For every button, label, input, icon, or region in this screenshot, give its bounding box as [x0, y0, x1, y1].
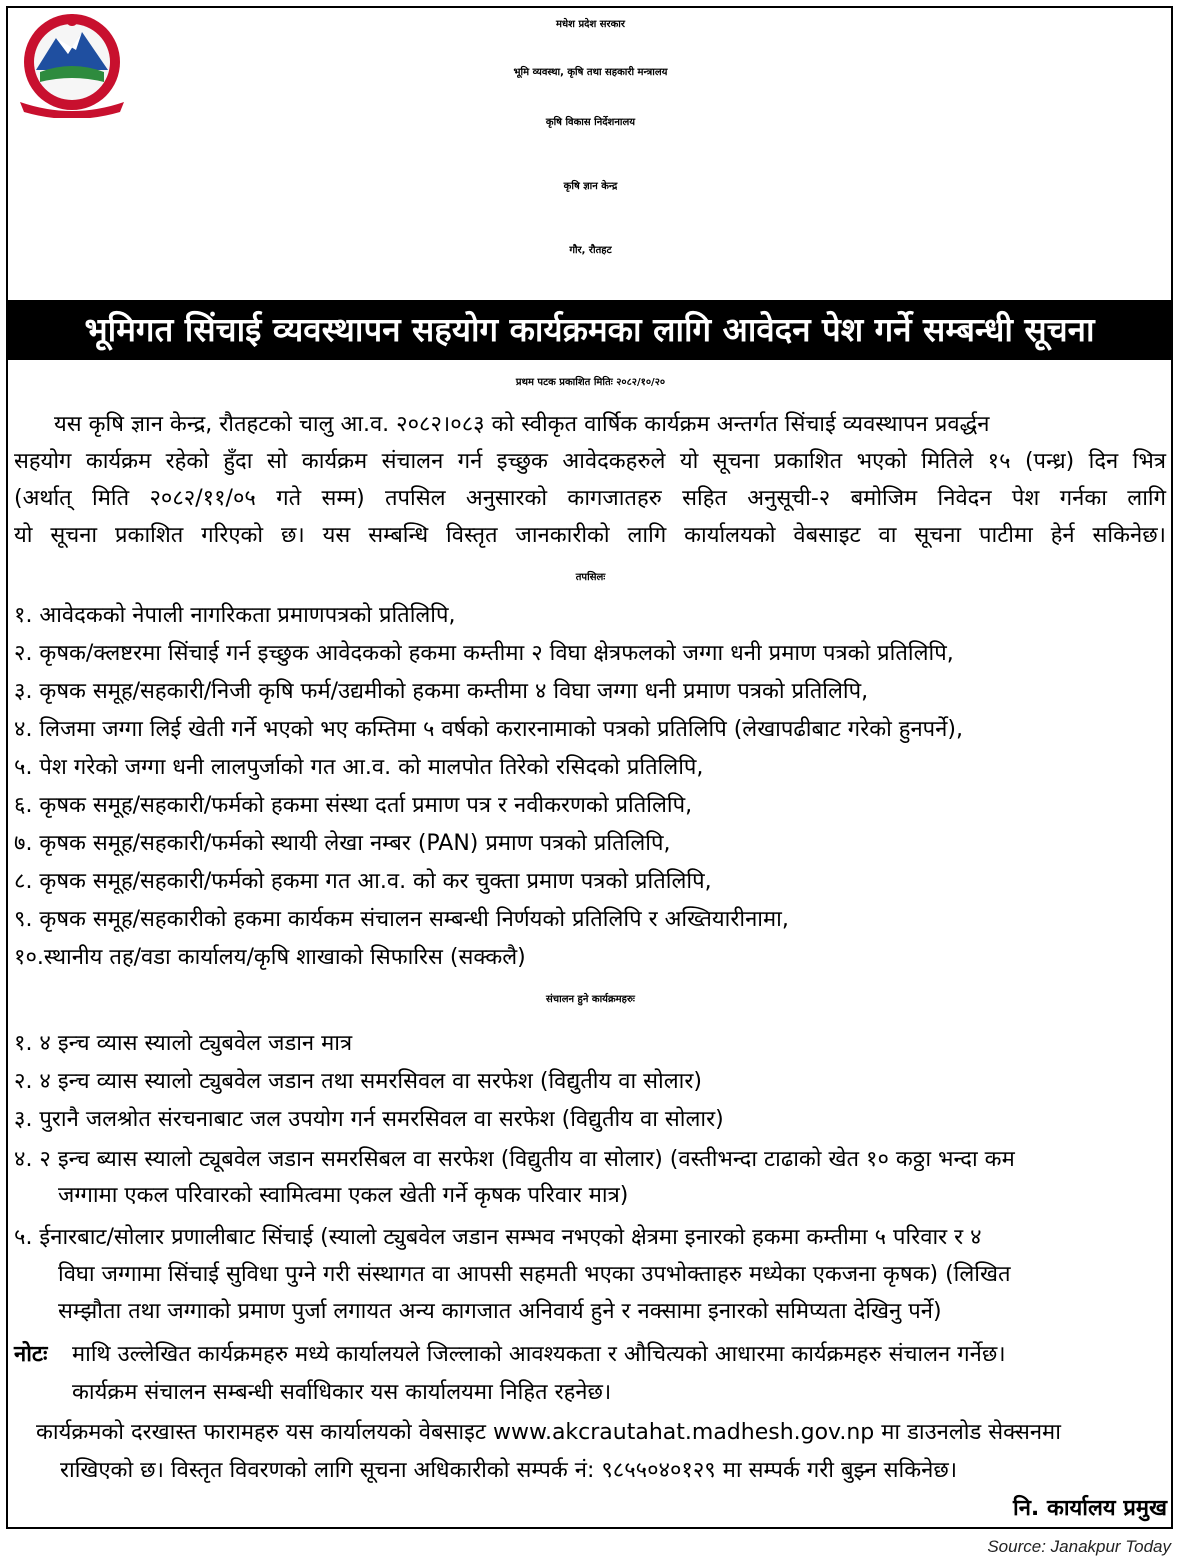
program-item: २. ४ इन्च व्यास स्यालो ट्युबवेल जडान तथा समरसिवल वा सरफेश (विद्युतीय वा सोलार) — [14, 1069, 702, 1094]
footer-line: कार्यक्रमको दरखास्त फारामहरु यस कार्यालयको वेबसाइट www.akcrautahat.madhesh.gov.np मा डाउनलोड सेक्सनमा — [36, 1420, 1061, 1445]
program-item: ४. २ इन्च ब्यास स्यालो ट्यूबवेल जडान समरसिबल वा सरफेश (विद्युतीय वा सोलार) (वस्तीभन्दा टाढाको खेत १० कठ्ठा भन्दा कम — [14, 1147, 1015, 1172]
tapsil-item: ६. कृषक समूह/सहकारी/फर्मको हकमा संस्था दर्ता प्रमाण पत्र र नवीकरणको प्रतिलिपि, — [14, 793, 693, 818]
footer-line: राखिएको छ। विस्तृत विवरणको लागि सूचना अधिकारीको सम्पर्क नं: ९८५५०४०१२९ मा सम्पर्क गरी बुझ्न सकिनेछ। — [60, 1458, 958, 1483]
note-label: नोटः — [14, 1342, 48, 1367]
program-item: १. ४ इन्च व्यास स्यालो ट्युबवेल जडान मात्र — [14, 1031, 353, 1056]
source-credit: Source: Janakpur Today — [987, 1537, 1171, 1556]
notice-title: भूमिगत सिंचाई व्यवस्थापन सहयोग कार्यक्रमका लागि आवेदन पेश गर्ने सम्बन्धी सूचना — [8, 300, 1171, 360]
tapsil-item: ३. कृषक समूह/सहकारी/निजी कृषि फर्म/उद्यमीको हकमा कम्तीमा ४ विघा जग्गा धनी प्रमाण पत्रको प्रतिलिपि, — [14, 679, 869, 704]
program-item: ३. पुरानै जलश्रोत संरचनाबाट जल उपयोग गर्न समरसिवल वा सरफेश (विद्युतीय वा सोलार) — [14, 1107, 724, 1132]
tapsil-item: ४. लिजमा जग्गा लिई खेती गर्ने भएको भए कम्तिमा ५ वर्षको करारनामाको पत्रको प्रतिलिपि (लेखापढीबाट गरेको हुनपर्ने), — [14, 717, 963, 742]
government-name: मधेश प्रदेश सरकार — [556, 19, 625, 30]
office-name: कृषि ज्ञान केन्द्र — [563, 181, 618, 192]
intro-line: (अर्थात् मिति २०८२/११/०५ गते सम्म) तपसिल अनुसारको कागजातहरु सहित अनुसूची-२ बमोजिम निवेदन पेश गर्नका लागि — [14, 486, 1166, 511]
tapsil-item: ८. कृषक समूह/सहकारी/फर्मको हकमा गत आ.व. को कर चुक्ता प्रमाण पत्रको प्रतिलिपि, — [14, 869, 712, 894]
tapsil-item: ५. पेश गरेको जग्गा धनी लालपुर्जाको गत आ.व. को मालपोत तिरेको रसिदको प्रतिलिपि, — [14, 755, 704, 780]
programs-heading: संचालन हुने कार्यक्रमहरुः — [546, 994, 635, 1005]
tapsil-item: २. कृषक/क्लष्टरमा सिंचाई गर्न इच्छुक आवेदकको हकमा कम्तीमा २ विघा क्षेत्रफलको जग्गा धनी प्रमाण पत्रको प्रतिलिपि, — [14, 641, 954, 666]
intro-line: यस कृषि ज्ञान केन्द्र, रौतहटको चालु आ.व. २०८२।०८३ को स्वीकृत वार्षिक कार्यक्रम अन्तर्गत सिंचाई व्यवस्थापन प्रवर्द्धन — [54, 412, 990, 437]
published-date: प्रथम पटक प्रकाशित मितिः २०८२/१०/२० — [515, 377, 666, 388]
directorate-name: कृषि विकास निर्देशनालय — [545, 117, 636, 128]
tapsil-item: १०.स्थानीय तह/वडा कार्यालय/कृषि शाखाको सिफारिस (सक्कलै) — [14, 945, 526, 970]
program-item-continued: विघा जग्गामा सिंचाई सुविधा पुग्ने गरी संस्थागत वा आपसी सहमती भएका उपभोक्ताहरु मध्येका एकजना कृषक) (लिखित — [58, 1262, 1011, 1287]
note-line: माथि उल्लेखित कार्यक्रमहरु मध्ये कार्यालयले जिल्लाको आवश्यकता र औचित्यको आधारमा कार्यक्रमहरु संचालन गर्नेछ। — [72, 1342, 1006, 1367]
tapsil-heading: तपसिलः — [575, 572, 606, 583]
program-item-continued: सम्झौता तथा जग्गाको प्रमाण पुर्जा लगायत अन्य कागजात अनिवार्य हुने र नक्सामा इनारको समिप्यता देखिनु पर्ने) — [58, 1299, 942, 1324]
tapsil-item: ९. कृषक समूह/सहकारीको हकमा कार्यकम संचालन सम्बन्धी निर्णयको प्रतिलिपि र अख्तियारीनामा, — [14, 907, 789, 932]
intro-line: सहयोग कार्यक्रम रहेको हुँदा सो कार्यक्रम संचालन गर्न इच्छुक आवेदकहरुले यो सूचना प्रकाशित भएको मितिले १५ (पन्ध्र) दिन भित्र — [14, 449, 1166, 474]
program-item-continued: जग्गामा एकल परिवारको स्वामित्वमा एकल खेती गर्ने कृषक परिवार मात्र) — [58, 1183, 629, 1208]
program-item: ५. ईनारबाट/सोलार प्रणालीबाट सिंचाई (स्यालो ट्युबवेल जडान सम्भव नभएको क्षेत्रमा इनारको हकमा कम्तीमा ५ परिवार र ४ — [14, 1225, 982, 1250]
ministry-name: भूमि व्यवस्था, कृषि तथा सहकारी मन्त्रालय — [513, 67, 668, 78]
signature: नि. कार्यालय प्रमुख — [1013, 1496, 1167, 1521]
office-location: गौर, रौतहट — [569, 245, 612, 256]
note-line: कार्यक्रम संचालन सम्बन्धी सर्वाधिकार यस कार्यालयमा निहित रहनेछ। — [72, 1380, 612, 1405]
intro-line: यो सूचना प्रकाशित गरिएको छ। यस सम्बन्धि विस्तृत जानकारीको लागि कार्यालयको वेबसाइट वा सूचना पाटीमा हेर्न सकिनेछ। — [14, 523, 1166, 548]
tapsil-item: १. आवेदकको नेपाली नागरिकता प्रमाणपत्रको प्रतिलिपि, — [14, 603, 456, 628]
tapsil-item: ७. कृषक समूह/सहकारी/फर्मको स्थायी लेखा नम्बर (PAN) प्रमाण पत्रको प्रतिलिपि, — [14, 831, 671, 856]
